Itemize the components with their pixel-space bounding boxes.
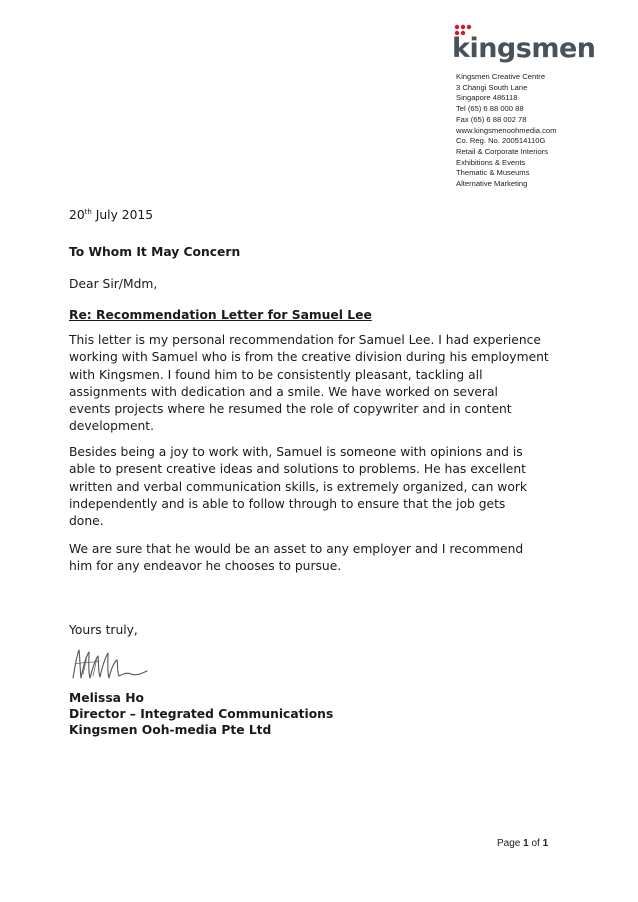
letter-salutation: Dear Sir/Mdm, — [69, 277, 158, 291]
signer-name: Melissa Ho — [69, 691, 144, 705]
address-line: Exhibitions & Events — [456, 157, 526, 167]
letter-date — [69, 208, 153, 222]
paragraph-line: him for any endeavor he chooses to pursue. — [69, 559, 342, 574]
letter-closing: Yours truly, — [69, 623, 138, 637]
letter-subject: Re: Recommendation Letter for Samuel Lee — [69, 308, 372, 322]
paragraph-line: working with Samuel who is from the creative division during his employment — [69, 350, 549, 365]
company-logo — [452, 24, 596, 66]
paragraph-line: independently and is able to follow through to ensure that the job gets — [69, 496, 506, 511]
date-suffix: th — [84, 208, 92, 216]
address-line: www.kingsmenoohmedia.com — [456, 125, 557, 135]
date-month-year: July 2015 — [91, 208, 154, 222]
paragraph-line: Besides being a joy to work with, Samuel is someone with opinions and is — [69, 445, 523, 459]
paragraph — [69, 541, 559, 576]
logo-wordmark: kingsmen — [452, 33, 596, 64]
paragraph-line: events projects where he resumed the role of copywriter and in content — [69, 402, 512, 417]
paragraph-line: This letter is my personal recommendation for Samuel Lee. I had experience — [69, 333, 541, 347]
paragraph-line: development. — [69, 419, 155, 434]
page-total: 1 — [542, 838, 549, 849]
signature-block — [69, 690, 333, 738]
page-number — [497, 838, 548, 849]
paragraph — [69, 444, 559, 530]
address-line: Alternative Marketing — [456, 179, 528, 189]
paragraph — [69, 332, 559, 436]
date-day: 20 — [69, 208, 85, 222]
address-line: Thematic & Museums — [456, 168, 530, 178]
address-line: 3 Changi South Lane — [456, 82, 528, 92]
address-line: Kingsmen Creative Centre — [456, 72, 546, 81]
handwritten-signature — [69, 644, 159, 686]
paragraph-line: We are sure that he would be an asset to any employer and I recommend — [69, 542, 524, 556]
page-of: of — [528, 838, 543, 849]
paragraph-line: written and verbal communication skills, is extremely organized, can work — [69, 479, 528, 494]
signer-company: Kingsmen Ooh-media Pte Ltd — [69, 723, 272, 737]
address-line: Tel (65) 6 88 000 88 — [456, 104, 524, 114]
paragraph-line: with Kingsmen. I found him to be consistently pleasant, tackling all — [69, 367, 483, 382]
paragraph-line: able to present creative ideas and solutions to problems. He has excellent — [69, 462, 526, 477]
address-line: Fax (65) 6 88 002 78 — [456, 114, 527, 124]
paragraph-line: assignments with dedication and a smile. We have worked on several — [69, 384, 498, 399]
address-line: Retail & Corporate Interiors — [456, 146, 549, 156]
company-address-block — [456, 72, 616, 190]
letter-recipient: To Whom It May Concern — [69, 245, 241, 259]
address-line: Co. Reg. No. 200514110G — [456, 136, 546, 146]
paragraph-line: done. — [69, 514, 104, 529]
page-current: 1 — [523, 838, 529, 849]
address-line: Singapore 486118 — [456, 93, 518, 103]
signer-title: Director – Integrated Communications — [69, 707, 334, 721]
page-prefix: Page — [497, 838, 524, 849]
